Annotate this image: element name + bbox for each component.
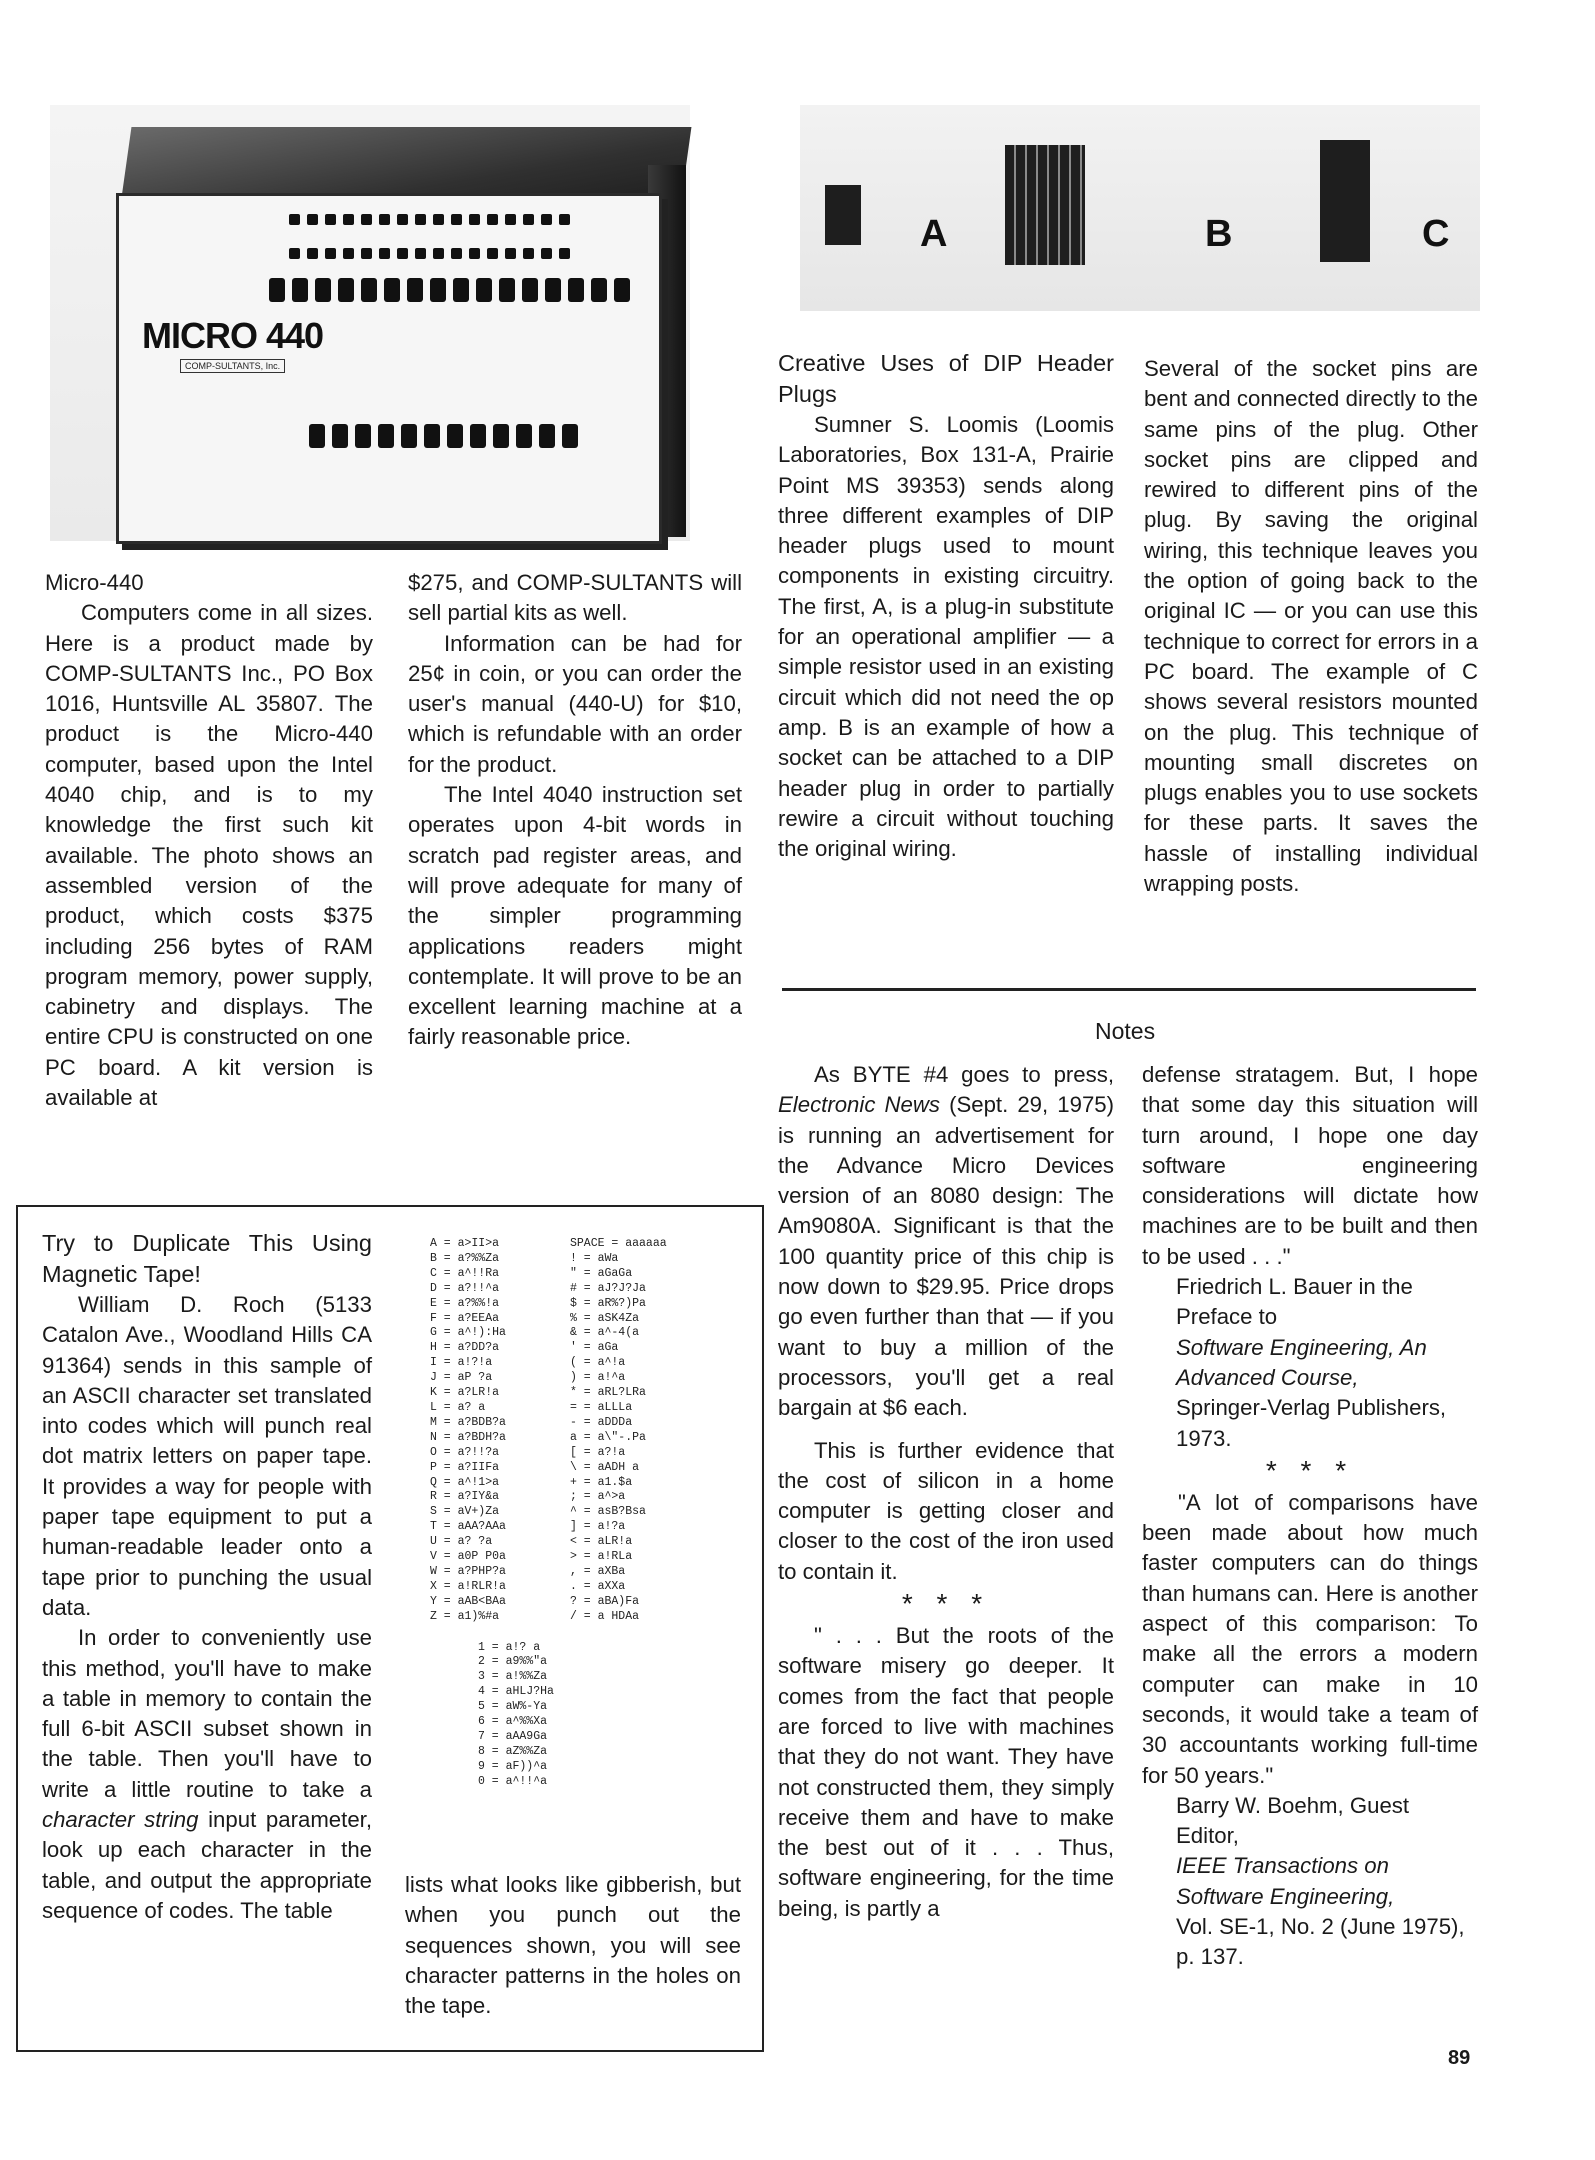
ascii-digit-code: 4 = aHLJ?Ha [478, 1685, 554, 1699]
tape-paragraph: lists what looks like gibberish, but when you punch out the sequences shown, you will see character patterns in the holes on the tape. [405, 1872, 741, 2019]
ascii-table-row [430, 1416, 740, 1431]
ascii-symbol-code: $ = aR%?)Pa [570, 1296, 646, 1310]
plug-b [1005, 145, 1085, 265]
micro440-paragraph: Computers come in all sizes. Here is a product made by COMP-SULTANTS Inc., PO Box 1016, Huntsville AL 35807. The product is the Micro-440 computer, based upon the Intel 4040 chip, and is to my knowledge the first such kit available. The photo shows an assembled version of the product, which costs $375 including 256 bytes of RAM program memory, power supply, cabinetry and displays. The entire CPU is constructed on one PC board. A kit version is available at [45, 600, 373, 1111]
ascii-letter-code: G = a^!):Ha [430, 1326, 506, 1340]
plug-a [825, 185, 861, 245]
ascii-table-row [430, 1490, 740, 1505]
citation-bauer: Friedrich L. Bauer in the Preface to Software Engineering, An Advanced Course, Springer-Verlag Publishers, 1973. [1176, 1274, 1447, 1451]
ascii-letter-code: E = a?%%!a [430, 1296, 500, 1310]
ascii-symbol-code: ( = a^!a [570, 1356, 626, 1370]
ascii-table-row [430, 1386, 740, 1401]
ascii-digit-code: 5 = aW%-Ya [478, 1700, 548, 1714]
ascii-table-row [430, 1401, 740, 1416]
ascii-letter-code: D = a?!!^a [430, 1281, 500, 1295]
ascii-digit-code: 9 = aF))^a [478, 1759, 548, 1773]
tape-paragraph: In order to conveniently use this method, you'll have to make a table in memory to contain the full 6-bit ASCII subset shown in the table. Then you'll have to write a little routine to take a character string input parameter, look up each character in the table, and output the appropriate sequence of codes. The table [42, 1625, 372, 1923]
ascii-symbol-code: ; = a^>a [570, 1490, 626, 1504]
tape-col2 [405, 1870, 741, 2021]
ascii-table-row [430, 1237, 740, 1252]
micro440-col1 [45, 568, 373, 1113]
micro440-photo [50, 105, 690, 541]
plug-c [1320, 140, 1370, 262]
notes-paragraph: As BYTE #4 goes to press, Electronic News (Sept. 29, 1975) is running an advertisement for the Advance Micro Devices version of an 8080 design: The Am9080A. Significant is that the 100 quantity price of this chip is now down to $29.95. Price drops go even further than that — if you want to buy a million of the processors, you'll get a real bargain at $6 each. [778, 1062, 1115, 1421]
ascii-symbol-code: < = aLR!a [570, 1535, 633, 1549]
ascii-symbol-code: , = aXBa [570, 1564, 626, 1578]
ascii-symbol-code: % = aSK4Za [570, 1311, 640, 1325]
ascii-table-row [430, 1595, 740, 1610]
micro440-title: Micro-440 [45, 570, 144, 595]
page-number: 89 [1448, 2047, 1471, 2069]
ascii-table-row [430, 1252, 740, 1267]
ascii-table-row [430, 1535, 740, 1550]
ascii-table-row [430, 1610, 740, 1625]
ascii-table-row [430, 1341, 740, 1356]
ascii-table-row [430, 1461, 740, 1476]
ascii-symbol-code: # = aJ?J?Ja [570, 1281, 646, 1295]
notes-col2 [1142, 1060, 1478, 1973]
ascii-table-row [430, 1326, 740, 1341]
ascii-letter-code: F = a?EEAa [430, 1311, 500, 1325]
plug-label-a: A [920, 213, 948, 255]
dip-title: Creative Uses of DIP Header Plugs [778, 350, 1114, 407]
ascii-symbol-code: ) = a!^a [570, 1371, 626, 1385]
ascii-symbol-code: > = a!RLa [570, 1550, 633, 1564]
micro440-paragraph: The Intel 4040 instruction set operates upon 4-bit words in scratch pad register areas, and will prove adequate for many of the simpler programming applications readers might contemplate. It will prove to be an excellent learning machine at a fairly reasonable price. [408, 782, 742, 1050]
ascii-letter-code: L = a? a [430, 1400, 486, 1414]
ascii-letter-code: P = a?IIFa [430, 1460, 500, 1474]
ascii-digit-code: 1 = a!? a [478, 1640, 541, 1654]
ascii-table-row [430, 1297, 740, 1312]
ascii-letter-code: X = a!RLR!a [430, 1579, 506, 1593]
notes-title: Notes [1095, 1018, 1156, 1044]
ascii-letter-code: Z = a1)%#a [430, 1609, 500, 1623]
ascii-letter-code: O = a?!!?a [430, 1445, 500, 1459]
dip-plugs-photo [800, 105, 1480, 311]
section-divider [782, 988, 1476, 991]
notes-quote: defense stratagem. But, I hope that some day this situation will turn around, I hope one day software engineering considerations will dictate how machines are to be built and then to be used . . ." [1142, 1062, 1478, 1269]
ascii-letter-code: T = aAA?AAa [430, 1520, 506, 1534]
ascii-letter-code: J = aP ?a [430, 1371, 493, 1385]
ascii-symbol-code: ^ = asB?Bsa [570, 1505, 646, 1519]
ascii-symbol-code: [ = a?!a [570, 1445, 626, 1459]
ascii-table-row [430, 1312, 740, 1327]
micro440-col2 [408, 568, 742, 1053]
ascii-symbol-code: + = a1.$a [570, 1475, 633, 1489]
ascii-letter-code: M = a?BDB?a [430, 1415, 506, 1429]
micro440-paragraph: $275, and COMP-SULTANTS will sell partial kits as well. [408, 570, 742, 626]
ascii-symbol-code: = = aLLLa [570, 1400, 633, 1414]
ascii-letter-code: U = a? ?a [430, 1535, 493, 1549]
ascii-letter-code: Y = aAB<BAa [430, 1594, 506, 1608]
ascii-table-row [430, 1550, 740, 1565]
plug-label-c: C [1422, 213, 1450, 255]
ascii-symbol-code: / = a HDAa [570, 1609, 640, 1623]
ascii-symbol-code: ? = aBA)Fa [570, 1594, 640, 1608]
ascii-table-row [430, 1431, 740, 1446]
dip-col2 [1144, 354, 1478, 899]
ascii-symbol-code: ] = a!?a [570, 1520, 626, 1534]
ascii-symbol-code: a = a\"-.Pa [570, 1430, 646, 1444]
ascii-table-row [430, 1476, 740, 1491]
ascii-letter-code: K = a?LR!a [430, 1386, 500, 1400]
ascii-symbol-code: & = a^-4(a [570, 1326, 640, 1340]
micro440-paragraph: Information can be had for 25¢ in coin, or you can order the user's manual (440-U) for $10, which is refundable with an order for the product. [408, 630, 742, 777]
dip-paragraph: Sumner S. Loomis (Loomis Laboratories, Box 131-A, Prairie Point MS 39353) sends along three different examples of DIP header plugs used to mount components in existing circuitry. The first, A, is a plug-in substitute for an operational amplifier — a simple resistor used in an existing circuit which did not need the op amp. B is an example of how a socket can be attached to a DIP header plug in order to partially rewire a circuit without touching the original wiring. [778, 412, 1114, 862]
ascii-code-table [430, 1237, 740, 1790]
ascii-letter-code: W = a?PHP?a [430, 1564, 506, 1578]
ascii-symbol-code: * = aRL?LRa [570, 1386, 646, 1400]
led-row-middle [289, 248, 570, 259]
ascii-letter-code: Q = a^!1>a [430, 1475, 500, 1489]
maker-badge: COMP-SULTANTS, Inc. [180, 359, 285, 373]
dip-col1 [778, 348, 1114, 864]
separator-stars: * * * [1265, 1454, 1355, 1486]
ascii-table-row [430, 1520, 740, 1535]
ascii-symbol-code: \ = aADH a [570, 1460, 640, 1474]
ascii-table-row [430, 1565, 740, 1580]
tape-title: Try to Duplicate This Using Magnetic Tape! [42, 1230, 372, 1287]
ascii-digit-code: 6 = a^%%Xa [478, 1715, 548, 1729]
ascii-symbol-code: ' = aGa [570, 1341, 619, 1355]
switch-row-bottom [309, 424, 578, 448]
ascii-letter-code: H = a?DD?a [430, 1341, 500, 1355]
notes-quote: "A lot of comparisons have been made about how much faster computers can do things than humans can. Here is another aspect of this comparison: To make all the errors a modern computer can make in 10 seconds, it would take a team of 30 accountants working full-time for 50 years." [1142, 1489, 1478, 1788]
ascii-letter-code: C = a^!!Ra [430, 1266, 500, 1280]
ascii-table-row [430, 1446, 740, 1461]
ascii-letter-code: S = aV+)Za [430, 1505, 500, 1519]
switch-row-top [269, 278, 630, 302]
ascii-table-row [430, 1356, 740, 1371]
ascii-digit-code: 2 = a9%%"a [478, 1655, 548, 1669]
ascii-letter-code: V = a0P P0a [430, 1550, 506, 1564]
ascii-letter-code: B = a?%%Za [430, 1251, 500, 1265]
ascii-digit-code: 8 = aZ%%Za [478, 1744, 548, 1758]
tape-paragraph: William D. Roch (5133 Catalon Ave., Woodland Hills CA 91364) sends in this sample of an ASCII character set translated into codes which will punch real dot matrix letters on paper tape. It provides a way for people with paper tape equipment to put a human-readable leader onto a tape prior to punching the usual data. [42, 1292, 372, 1620]
ascii-letter-code: A = a>II>a [430, 1237, 500, 1250]
ascii-letter-code: R = a?IY&a [430, 1490, 500, 1504]
ascii-table-row [430, 1267, 740, 1282]
ascii-table-row [430, 1580, 740, 1595]
ascii-digit-code: 7 = aAA9Ga [478, 1730, 548, 1743]
micro440-logo: MICRO 440 [142, 315, 324, 356]
dip-paragraph: Several of the socket pins are bent and connected directly to the same pins of the plug. Other socket pins are clipped and rewired to different pins of the plug. By saving the original wiring, this technique leaves you the option of going back to the original IC — or you can use this technique to correct for errors in a PC board. The example of C shows several resistors mounted on the plug. This technique of mounting small discretes on plugs enables you to use sockets for these parts. It saves the hassle of installing individual wrapping posts. [1144, 356, 1478, 897]
ascii-letter-code: N = a?BDH?a [430, 1430, 506, 1444]
ascii-symbol-code: " = aGaGa [570, 1266, 633, 1280]
led-row-top [289, 214, 570, 225]
ascii-table-row [430, 1505, 740, 1520]
plug-label-b: B [1205, 213, 1233, 255]
tape-col1 [42, 1228, 372, 1926]
ascii-digit-code: 0 = a^!!^a [478, 1774, 548, 1788]
ascii-symbol-code: SPACE = aaaaaa [570, 1237, 667, 1250]
ascii-symbol-code: - = aDDDa [570, 1415, 633, 1429]
notes-paragraph: This is further evidence that the cost of silicon in a home computer is getting closer and closer to the cost of the iron used to contain it. [778, 1437, 1114, 1584]
separator-stars: * * * [901, 1588, 991, 1620]
ascii-symbol-code: . = aXXa [570, 1579, 626, 1593]
citation-boehm: Barry W. Boehm, Guest Editor, IEEE Transactions on Software Engineering, Vol. SE-1, No. 2 (June 1975), p. 137. [1176, 1792, 1465, 1970]
ascii-table-row [430, 1282, 740, 1297]
ascii-digit-code: 3 = a!%%Za [478, 1670, 548, 1684]
notes-col1 [778, 1060, 1114, 1924]
notes-quote: " . . . But the roots of the software misery go deeper. It comes from the fact that people are forced to live with machines that they do not want. They have not constructed them, they simply receive them and have to make the best out of it . . . Thus, software engineering, for the time being, is partly a [778, 1623, 1114, 1921]
ascii-symbol-code: ! = aWa [570, 1251, 619, 1265]
ascii-letter-code: I = a!?!a [430, 1356, 493, 1370]
ascii-table-row [430, 1371, 740, 1386]
